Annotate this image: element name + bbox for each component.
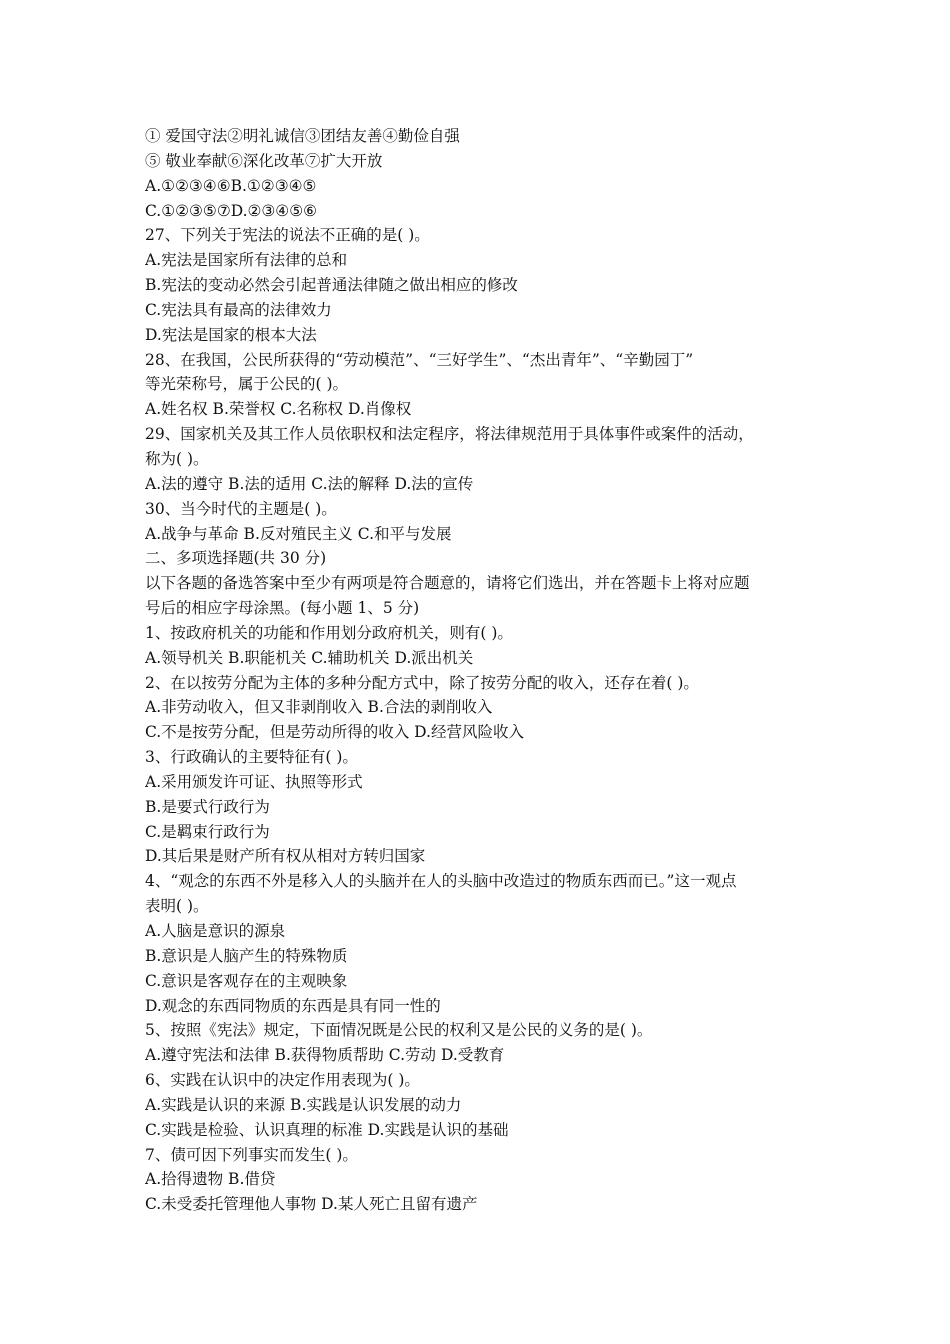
- answer-options: A.遵守宪法和法律 B.获得物质帮助 C.劳动 D.受教育: [145, 1046, 505, 1065]
- question-28-cont: 等光荣称号，属于公民的( )。: [145, 375, 349, 394]
- answer-options: A.领导机关 B.职能机关 C.辅助机关 D.派出机关: [145, 648, 474, 667]
- answer-option: B.是要式行政行为: [145, 797, 270, 816]
- answer-options: A.实践是认识的来源 B.实践是认识发展的动力: [145, 1095, 462, 1114]
- question-29-cont: 称为( )。: [145, 449, 209, 468]
- text-line: ① 爱国守法②明礼诚信③团结友善④勤俭自强: [145, 127, 460, 145]
- answer-options: A.姓名权 B.荣誉权 C.名称权 D.肖像权: [145, 400, 412, 419]
- answer-options: A.①②③④⑥B.①②③④⑤: [145, 176, 317, 195]
- multi-question-1: 1、按政府机关的功能和作用划分政府机关，则有( )。: [145, 623, 513, 642]
- answer-options: C.实践是检验、认识真理的标准 D.实践是认识的基础: [145, 1120, 509, 1139]
- question-28: 28、在我国，公民所获得的“劳动模范”、“三好学生”、“杰出青年”、“辛勤园丁”: [145, 350, 694, 369]
- answer-option: D.宪法是国家的根本大法: [145, 325, 317, 344]
- answer-options: A.战争与革命 B.反对殖民主义 C.和平与发展: [145, 524, 452, 543]
- question-29: 29、国家机关及其工作人员依职权和法定程序，将法律规范用于具体事件或案件的活动，: [145, 425, 754, 444]
- answer-options: A.拾得遗物 B.借贷: [145, 1170, 276, 1189]
- answer-option: A.人脑是意识的源泉: [145, 922, 286, 940]
- multi-question-4-cont: 表明( )。: [145, 897, 209, 916]
- document-body: [145, 124, 810, 1217]
- answer-options: C.不是按劳分配，但是劳动所得的收入 D.经营风险收入: [145, 723, 524, 742]
- answer-option: A.采用颁发许可证、执照等形式: [145, 772, 363, 791]
- answer-option: A.宪法是国家所有法律的总和: [145, 251, 348, 270]
- answer-option: D.观念的东西同物质的东西是具有同一性的: [145, 996, 441, 1015]
- answer-option: C.是羁束行政行为: [145, 822, 270, 841]
- section-heading: 二、多项选择题(共 30 分): [145, 549, 327, 568]
- multi-question-7: 7、债可因下列事实而发生( )。: [145, 1145, 358, 1164]
- answer-option: B.宪法的变动必然会引起普通法律随之做出相应的修改: [145, 276, 518, 295]
- answer-option: C.宪法具有最高的法律效力: [145, 300, 332, 319]
- question-27: 27、下列关于宪法的说法不正确的是( )。: [145, 226, 430, 245]
- answer-option: C.意识是客观存在的主观映象: [145, 971, 348, 990]
- answer-options: A.法的遵守 B.法的适用 C.法的解释 D.法的宣传: [145, 474, 474, 493]
- multi-question-5: 5、按照《宪法》规定，下面情况既是公民的权利又是公民的义务的是( )。: [145, 1021, 653, 1040]
- answer-options: C.未受委托管理他人事物 D.某人死亡且留有遗产: [145, 1195, 478, 1214]
- answer-option: B.意识是人脑产生的特殊物质: [145, 946, 348, 965]
- multi-question-6: 6、实践在认识中的决定作用表现为( )。: [145, 1071, 420, 1090]
- multi-question-4: 4、“观念的东西不外是移入人的头脑并在人的头脑中改造过的物质东西而已。”这一观点: [145, 872, 737, 891]
- multi-question-2: 2、在以按劳分配为主体的多种分配方式中，除了按劳分配的收入，还存在着( )。: [145, 673, 699, 692]
- multi-question-3: 3、行政确认的主要特征有( )。: [145, 748, 358, 767]
- question-30: 30、当今时代的主题是( )。: [145, 499, 337, 518]
- section-instructions: 以下各题的备选答案中至少有两项是符合题意的，请将它们选出，并在答题卡上将对应题: [145, 574, 750, 593]
- answer-options: A.非劳动收入，但又非剥削收入 B.合法的剥削收入: [145, 698, 493, 717]
- answer-options: C.①②③⑤⑦D.②③④⑤⑥: [145, 201, 317, 220]
- text-line: ⑤ 敬业奉献⑥深化改革⑦扩大开放: [145, 151, 383, 170]
- answer-option: D.其后果是财产所有权从相对方转归国家: [145, 847, 426, 866]
- section-instructions-cont: 号后的相应字母涂黑。(每小题 1、5 分): [145, 599, 420, 618]
